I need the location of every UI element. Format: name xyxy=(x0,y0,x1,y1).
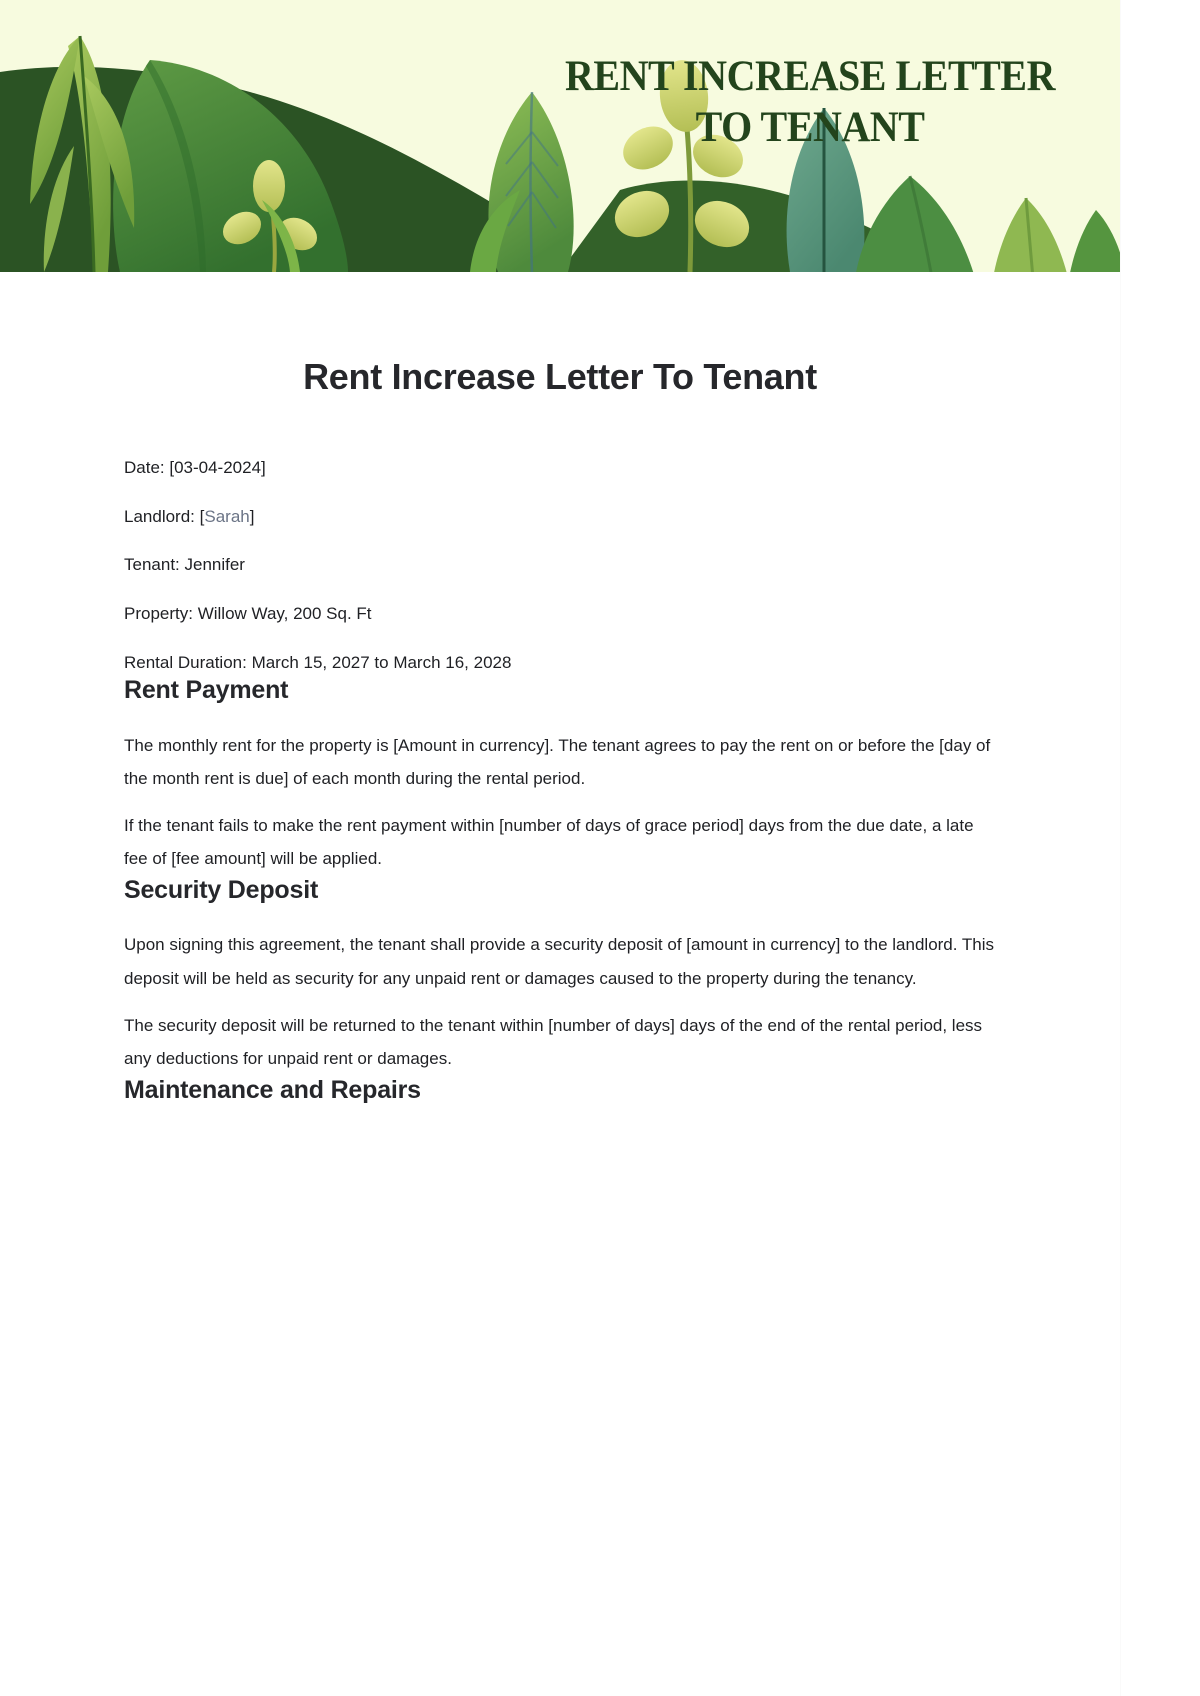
meta-date-value: [03-04-2024] xyxy=(169,458,266,478)
meta-landlord-label: Landlord: xyxy=(124,506,200,526)
meta-landlord-bracket-close: ] xyxy=(249,506,255,526)
section-heading-maintenance-and-repairs: Maintenance and Repairs xyxy=(124,1076,421,1105)
section-paragraph: The monthly rent for the property is [Amount in currency]. The tenant agrees to pay the rent on or before the [day of the month rent is due] of each month during the rental period. xyxy=(124,735,991,788)
meta-date-line xyxy=(124,456,996,481)
section-heading-rent-payment: Rent Payment xyxy=(124,676,289,705)
page-title: Rent Increase Letter To Tenant xyxy=(303,356,817,397)
header-banner xyxy=(0,0,1120,272)
section-paragraph: If the tenant fails to make the rent payment within [number of days of grace period] days from the due date, a late fee of [fee amount] will be applied. xyxy=(124,815,974,869)
meta-landlord-line xyxy=(124,505,996,530)
meta-property-line: Property: Willow Way, 200 Sq. Ft xyxy=(124,604,372,624)
meta-landlord-value: Sarah xyxy=(204,506,250,526)
meta-landlord-bracket-open: [ xyxy=(199,506,205,526)
meta-tenant-line: Tenant: Jennifer xyxy=(124,555,245,575)
section-paragraph: The security deposit will be returned to the tenant within [number of days] days of the end of the rental period, less any deductions for unpaid rent or damages. xyxy=(124,1015,983,1068)
agreement-meta-block xyxy=(124,456,996,675)
meta-duration-line: Rental Duration: March 15, 2027 to March 16, 2028 xyxy=(124,652,512,672)
document-content xyxy=(0,272,1120,1106)
section-paragraph: Upon signing this agreement, the tenant shall provide a security deposit of [amount in currency] to the landlord. This deposit will be held as security for any unpaid rent or damages caused to the property during the tenancy. xyxy=(124,935,995,988)
meta-date-label: Date: xyxy=(124,458,170,478)
section-heading-security-deposit: Security Deposit xyxy=(124,876,319,905)
banner-title: RENT INCREASE LETTER TO TENANT xyxy=(565,53,1055,151)
